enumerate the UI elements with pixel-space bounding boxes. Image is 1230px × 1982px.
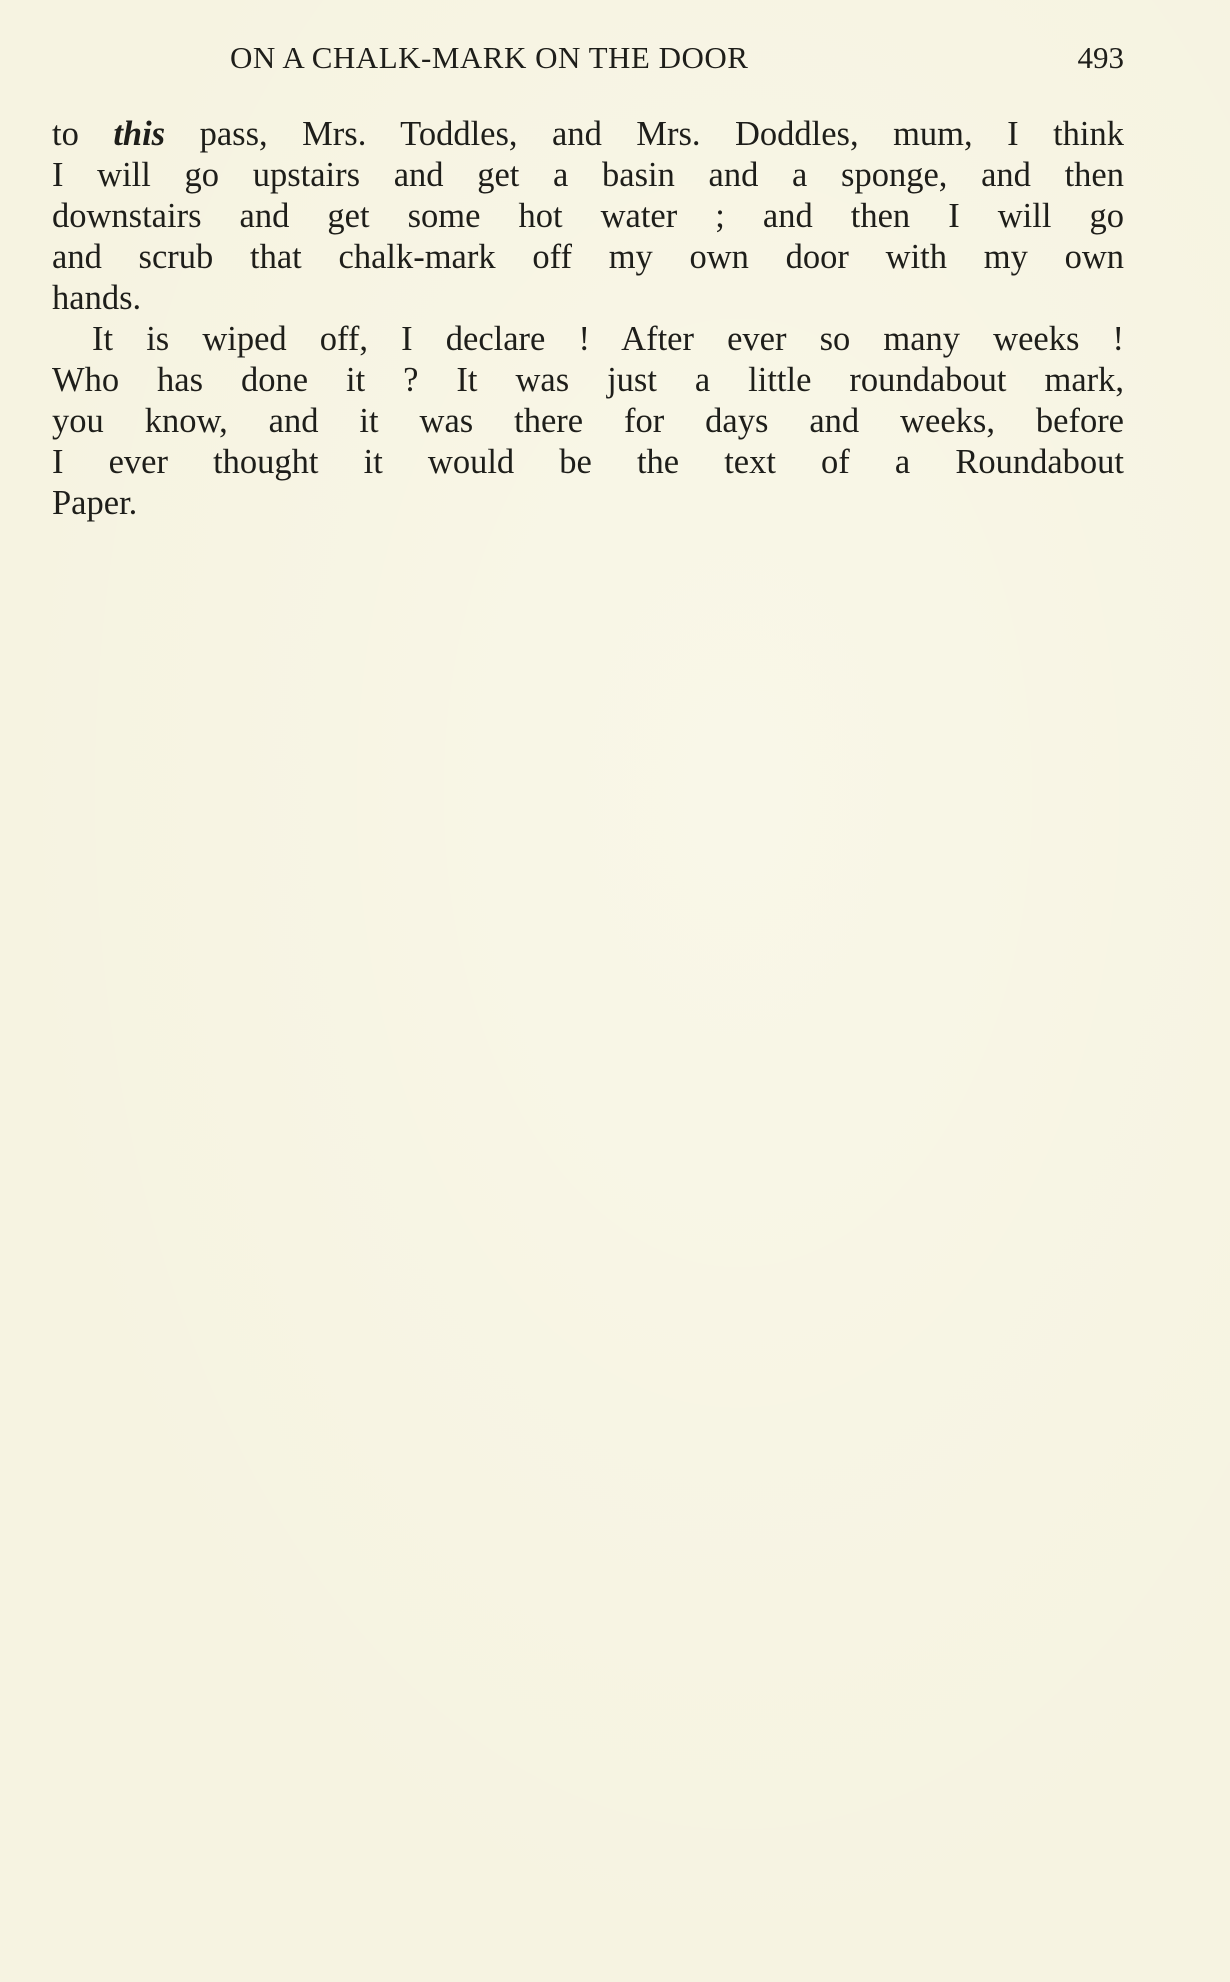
- text-line: Paper.: [52, 484, 138, 522]
- text-line: you know, and it was there for days and weeks, before: [52, 402, 1124, 440]
- text-line: and scrub that chalk-mark off my own door with my own: [52, 238, 1124, 276]
- text-line: Who has done it ? It was just a little roundabout mark,: [52, 361, 1124, 399]
- body-text: [52, 114, 1124, 524]
- text-line: It is wiped off, I declare ! After ever so many weeks !: [92, 320, 1124, 358]
- text-line: hands.: [52, 279, 142, 317]
- italic-word: this: [113, 115, 166, 153]
- text-span: to: [52, 115, 114, 153]
- text-line: [52, 114, 1124, 155]
- running-head: [52, 40, 1124, 84]
- text-line: I will go upstairs and get a basin and a sponge, and then: [52, 156, 1124, 194]
- text-line: downstairs and get some hot water ; and then I will go: [52, 197, 1124, 235]
- running-title: ON A CHALK-MARK ON THE DOOR: [230, 40, 749, 75]
- text-span: pass, Mrs. Toddles, and Mrs. Doddles, mum, I think: [165, 115, 1124, 153]
- page-number: 493: [1077, 40, 1124, 75]
- text-line: I ever thought it would be the text of a Roundabout: [52, 443, 1124, 481]
